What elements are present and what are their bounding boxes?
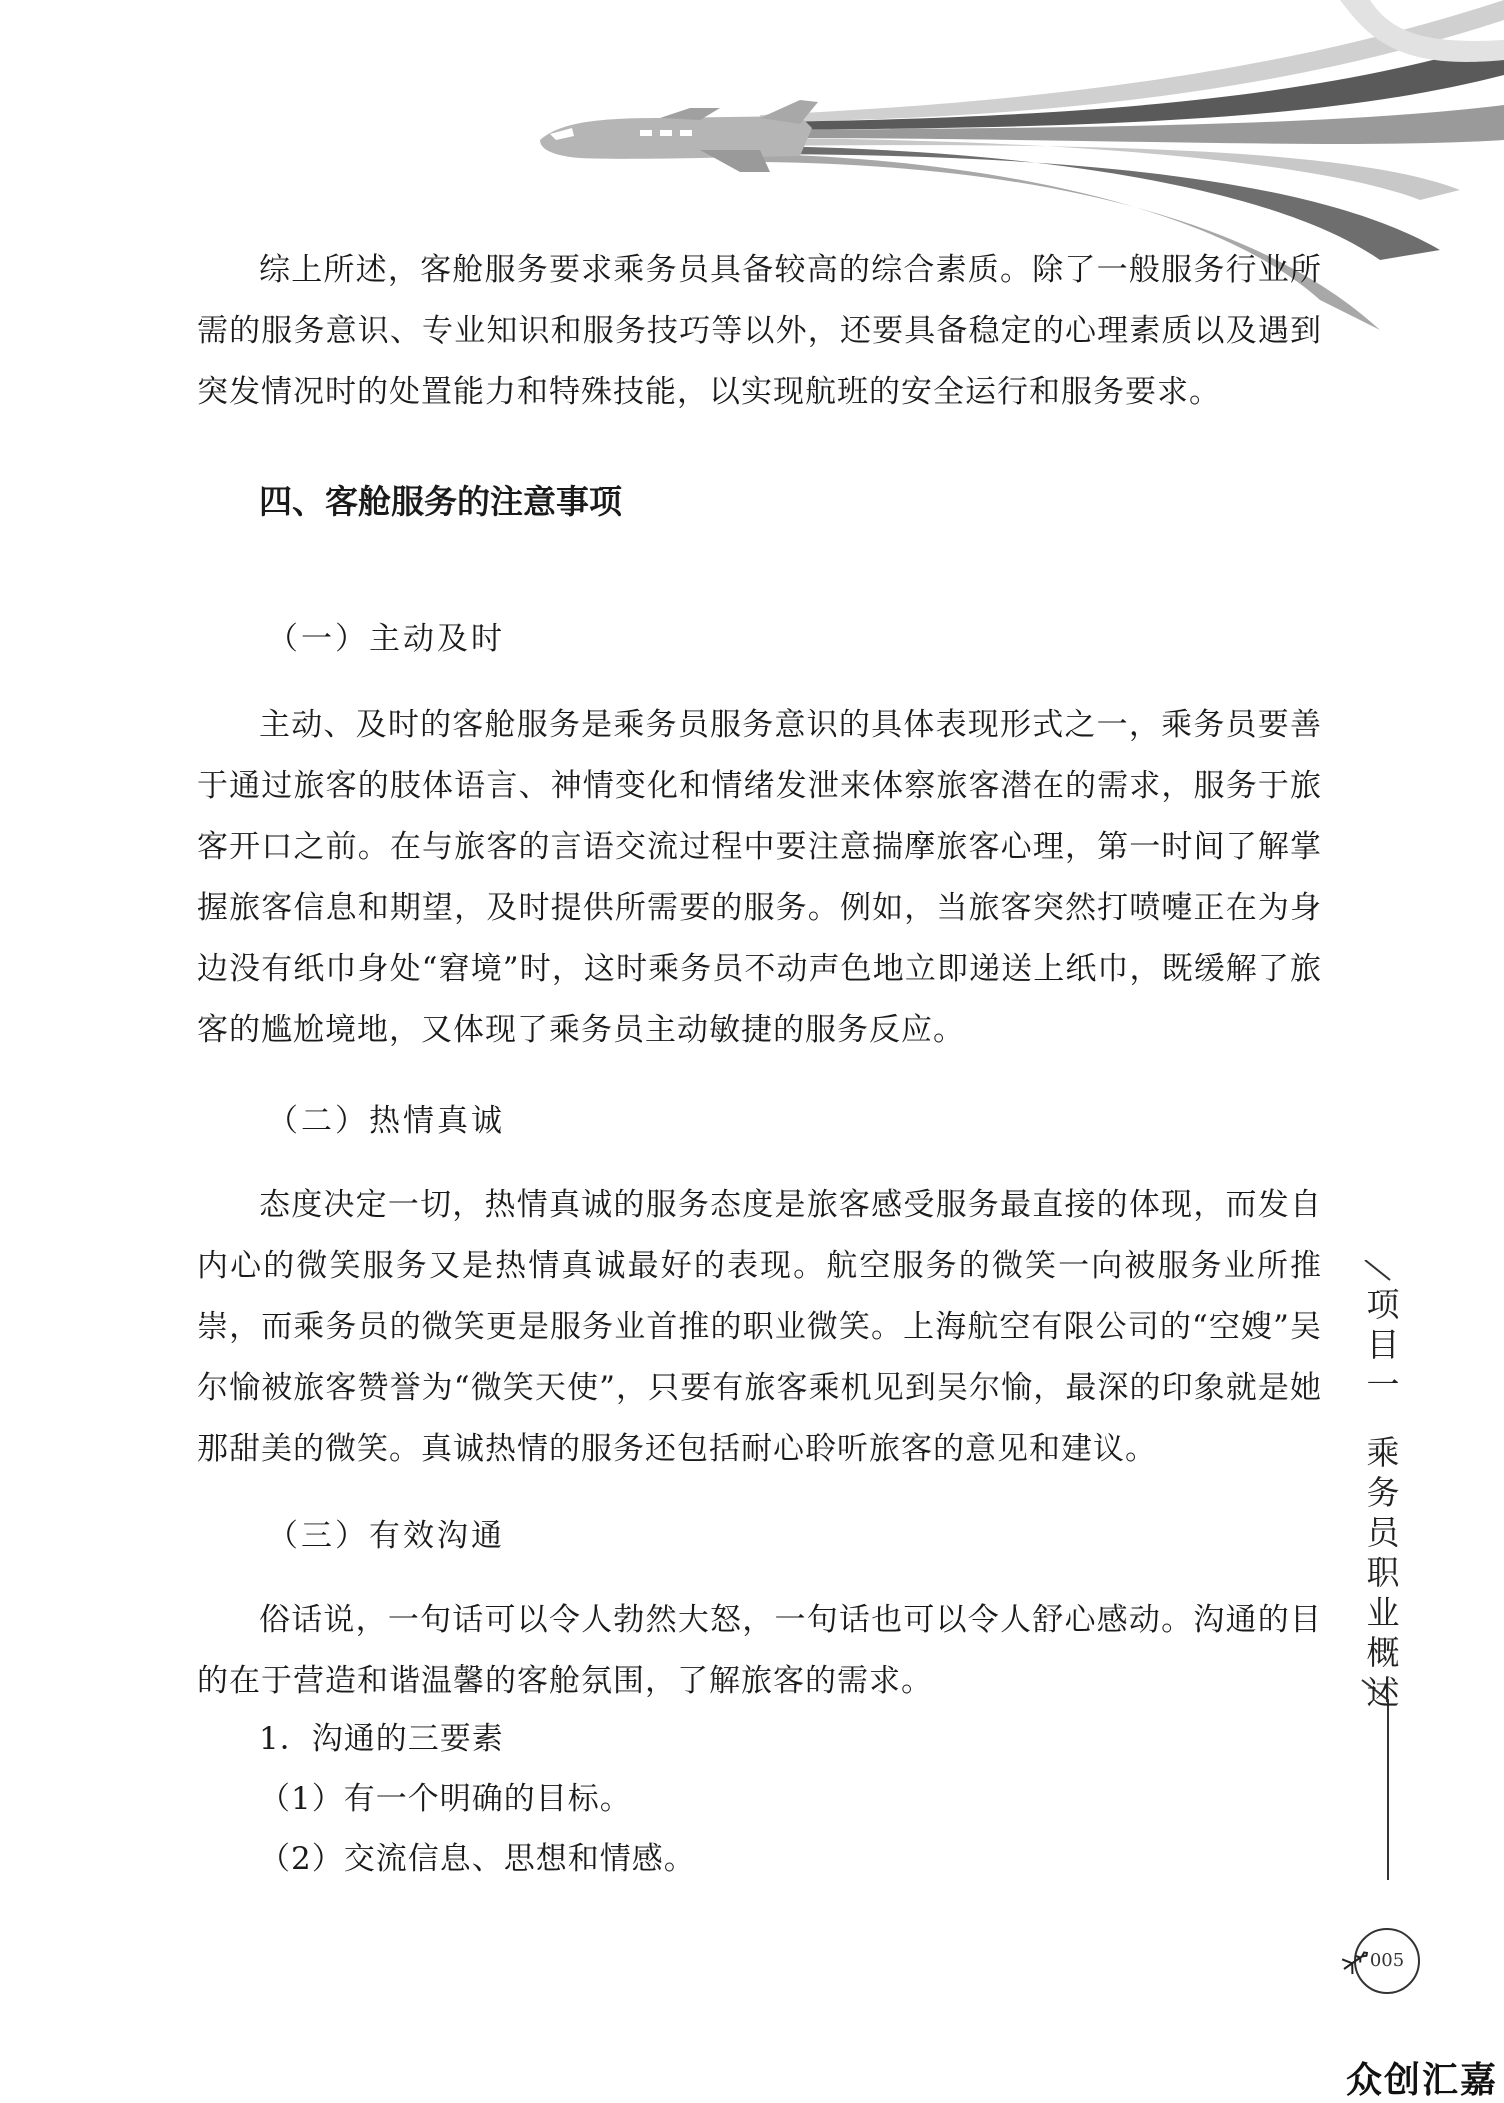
- side-char: 一: [1366, 1365, 1400, 1404]
- side-char: 业: [1366, 1593, 1400, 1632]
- subsection-paragraph-2: 态度决定一切，热情真诚的服务态度是旅客感受服务最直接的体现，而发自内心的微笑服务又是热情真诚最好的表现。航空服务的微笑一向被服务业所推崇，而乘务员的微笑更是服务业首推的职业微笑。上海航空有限公司的“空嫂”吴尔愉被旅客赞誉为“微笑天使”，只要有旅客乘机见到吴尔愉，最深的印象就是她那甜美的微笑。真诚热情的服务还包括耐心聆听旅客的意见和建议。: [197, 1187, 1322, 1467]
- side-chapter-label: [1362, 1285, 1404, 1713]
- side-char: 务: [1366, 1473, 1400, 1512]
- list-heading: 1．沟通的三要素: [259, 1721, 504, 1757]
- side-char: 员: [1366, 1513, 1400, 1552]
- watermark-logo: 众创汇嘉: [1345, 2060, 1498, 2101]
- subsection-heading-3: （三）有效沟通: [267, 1518, 505, 1554]
- subsection-paragraph-1: 主动、及时的客舱服务是乘务员服务意识的具体表现形式之一，乘务员要善于通过旅客的肢体语言、神情变化和情绪发泄来体察旅客潜在的需求，服务于旅客开口之前。在与旅客的言语交流过程中要注意揣摩旅客心理，第一时间了解掌握旅客信息和期望，及时提供所需要的服务。例如，当旅客突然打喷嚏正在为身边没有纸巾身处“窘境”时，这时乘务员不动声色地立即递送上纸巾，既缓解了旅客的尴尬境地，又体现了乘务员主动敏捷的服务反应。: [197, 707, 1322, 1048]
- side-char: 项: [1366, 1285, 1400, 1324]
- side-char: 目: [1366, 1325, 1400, 1364]
- intro-paragraph: 综上所述，客舱服务要求乘务员具备较高的综合素质。除了一般服务行业所需的服务意识、专业知识和服务技巧等以外，还要具备稳定的心理素质以及遇到突发情况时的处置能力和特殊技能，以实现航班的安全运行和服务要求。: [197, 252, 1322, 410]
- subsection-paragraph-3: 俗话说，一句话可以令人勃然大怒，一句话也可以令人舒心感动。沟通的目的在于营造和谐温馨的客舱氛围，了解旅客的需求。: [197, 1602, 1322, 1699]
- side-char: 职: [1366, 1553, 1400, 1592]
- subsection-heading-2: （二）热情真诚: [267, 1103, 505, 1139]
- list-item: （2）交流信息、思想和情感。: [259, 1841, 696, 1877]
- section-title: 四、客舱服务的注意事项: [259, 482, 622, 521]
- side-char: 述: [1366, 1673, 1400, 1712]
- page-number: 005: [1369, 1950, 1405, 1971]
- list-item: （1）有一个明确的目标。: [259, 1781, 632, 1817]
- side-char: 乘: [1366, 1433, 1400, 1472]
- subsection-heading-1: （一）主动及时: [267, 621, 505, 657]
- side-char: 概: [1366, 1633, 1400, 1672]
